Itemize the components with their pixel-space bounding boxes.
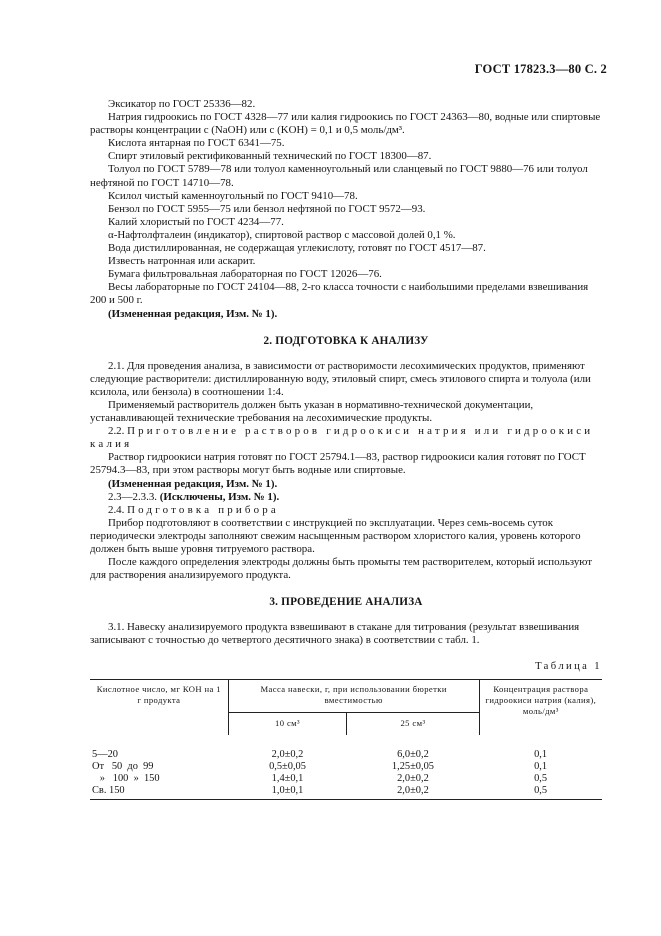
reagent-item: Калий хлористый по ГОСТ 4234—77. [108,215,284,228]
reagent-item: Бензол по ГОСТ 5955—75 или бензол нефтяной по ГОСТ 9572—93. [108,202,426,215]
amendment-note: (Измененная редакция, Изм. № 1). [108,477,278,490]
mass-10-cell: 1,0±0,1 [228,785,347,800]
paragraph: Прибор подготовляют в соответствии с инструкцией по эксплуатации. Через семь-восемь суток периодически электроды заполняют свежим насыщенным раствором хлористого калия, уровень которого должен быть выше уровня титруемого раствора. [90,516,581,555]
reagent-item: Толуол по ГОСТ 5789—78 или толуол каменноугольный или сланцевый по ГОСТ 9880—76 или толуол нефтяной по ГОСТ 14710—78. [90,163,588,189]
clause-2-4 [90,504,602,517]
table-row [90,761,602,773]
col-10cm3-header: 10 см³ [228,712,347,735]
clause-title: Подготовка прибора [127,503,279,516]
col-25cm3-header: 25 см³ [347,712,479,735]
section-2-title: 2. ПОДГОТОВКА К АНАЛИЗУ [263,334,429,347]
clause-number: 2.3—2.3.3. [108,490,158,503]
clause-number: 2.2. [108,425,125,438]
concentration-cell: 0,5 [534,772,548,784]
clause-2-2 [90,425,602,451]
table-caption: Таблица 1 [535,660,602,672]
table-row [90,773,602,785]
acid-number-cell: » 100 » 150 [92,772,160,784]
paragraph: Применяемый растворитель должен быть указан в нормативно-технической документации, устанавливающей технические требования на лесохимические продукты. [90,398,534,425]
mass-25-cell: 2,0±0,2 [347,785,479,800]
excluded-note: (Исключены, Изм. № 1). [159,490,280,503]
paragraph: После каждого определения электроды должны быть промыты тем растворителем, который используют для растворения анализируемого продукта. [90,556,593,582]
acid-number-cell: Св. 150 [90,785,228,800]
paragraph: Раствор гидроокиси натрия готовят по ГОСТ 25794.1—83, раствор гидроокиси калия готовят по ГОСТ 25794.3—83, при этом растворы могут быть водные или спиртовые. [90,451,586,477]
table-1 [90,679,602,800]
clause-2-3 [90,491,602,504]
clause-number: 2.4. [108,503,125,516]
concentration-cell: 0,1 [534,760,548,772]
reagent-item: Вода дистиллированная, не содержащая углекислоту, готовят по ГОСТ 4517—87. [108,242,486,255]
paragraph: 3.1. Навеску анализируемого продукта взвешивают в стакане для титрования (результат взвешивания записывают с точностью до четвертого десятичного знака) в соответствии с табл. 1. [90,621,580,647]
clause-title: Приготовление растворов гидроокиси натрия или гидроокиси калия [90,425,594,451]
acid-number-cell: 5—20 [92,748,118,760]
reagent-item: Натрия гидроокись по ГОСТ 4328—77 или калия гидроокись по ГОСТ 24363—80, водные или спиртовые растворы концентрации c (NaOH) или c (KOH) = 0,1 и 0,5 моль/дм³. [90,111,601,137]
acid-number-cell: От 50 до 99 [92,760,154,772]
reagent-item: Весы лабораторные по ГОСТ 24104—88, 2-го класса точности с наибольшими пределами взвешивания 200 и 500 г. [90,281,589,307]
mass-10-cell: 1,4±0,1 [271,772,304,784]
col-acid-number-header: Кислотное число, мг КОН на 1 г продукта [96,683,221,705]
concentration-cell: 0,5 [479,785,602,800]
mass-25-cell: 6,0±0,2 [397,748,429,760]
amendment-note: (Измененная редакция, Изм. № 1). [108,307,278,320]
mass-25-cell: 1,25±0,05 [391,760,434,772]
col-mass-header: Масса навески, г, при использовании бюретки вместимостью [228,679,479,712]
table-row [90,735,602,761]
reagent-item: α-Нафтолфталеин (индикатор), спиртовой раствор с массовой долей 0,1 %. [108,228,456,241]
col-concentration-header: Концентрация раствора гидроокиси натрия (калия), моль/дм³ [479,679,602,735]
table-header-row [90,679,602,712]
page-header: ГОСТ 17823.3—80 С. 2 [474,62,607,76]
reagent-item: Ксилол чистый каменноугольный по ГОСТ 9410—78. [108,189,358,202]
reagent-item: Эксикатор по ГОСТ 25336—82. [108,98,256,110]
reagent-item: Бумага фильтровальная лабораторная по ГОСТ 12026—76. [108,268,382,281]
paragraph: 2.1. Для проведения анализа, в зависимости от растворимости лесохимических продуктов, применяют следующие растворители: дистиллированную воду, этиловый спирт, смесь этилового спирта и толуола (или ксилола, или бензола) в соотношении 1:4. [90,359,591,398]
reagent-item: Спирт этиловый ректификованный технический по ГОСТ 18300—87. [108,150,432,163]
section-3-title: 3. ПРОВЕДЕНИЕ АНАЛИЗА [269,596,423,609]
concentration-cell: 0,1 [534,748,548,760]
table-row [90,785,602,800]
document-body [90,98,602,800]
mass-25-cell: 2,0±0,2 [397,772,429,784]
reagent-item: Кислота янтарная по ГОСТ 6341—75. [108,137,285,150]
mass-10-cell: 2,0±0,2 [271,748,304,760]
reagent-item: Известь натронная или аскарит. [108,255,256,268]
mass-10-cell: 0,5±0,05 [269,760,306,772]
